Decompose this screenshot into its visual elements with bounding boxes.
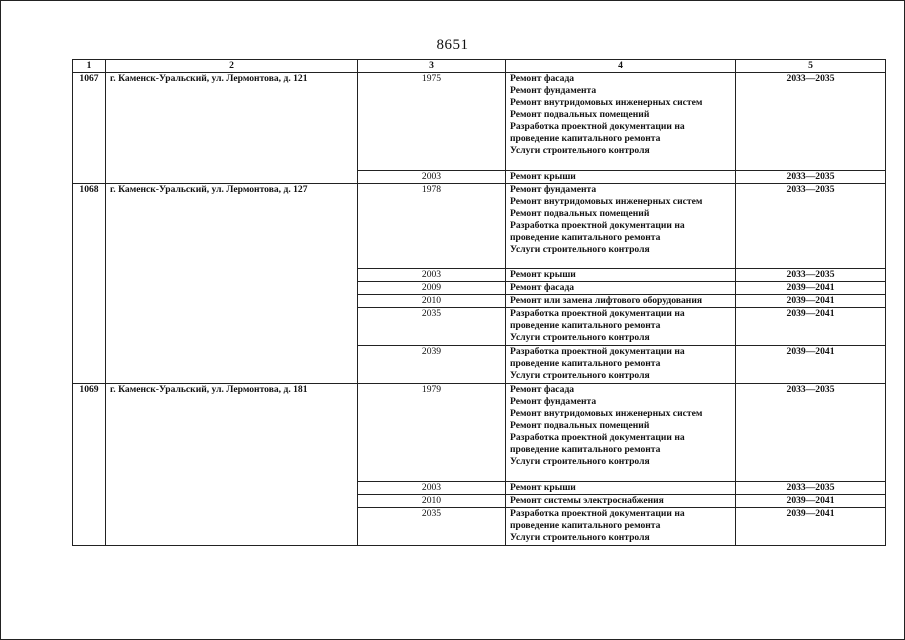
- work-item: Ремонт крыши: [510, 482, 576, 493]
- period-cell: 2039—2041: [736, 495, 886, 508]
- object-address: г. Каменск-Уральский, ул. Лермонтова, д. 181: [106, 384, 358, 546]
- work-item: Услуги строительного контроля: [510, 532, 650, 543]
- period-cell: 2039—2041: [736, 346, 886, 384]
- work-item: проведение капитального ремонта: [510, 358, 661, 369]
- work-item: Ремонт подвальных помещений: [510, 109, 650, 120]
- period-cell: 2033—2035: [736, 482, 886, 495]
- year-cell: 2035: [358, 308, 506, 346]
- works-cell: [506, 295, 736, 308]
- object-number: 1067: [73, 73, 106, 184]
- work-item: Ремонт подвальных помещений: [510, 420, 650, 431]
- year-cell: 1975: [358, 73, 506, 171]
- period-cell: 2033—2035: [736, 184, 886, 269]
- work-item: Разработка проектной документации на: [510, 508, 685, 519]
- column-header-2: 2: [106, 60, 358, 73]
- work-item: проведение капитального ремонта: [510, 320, 661, 331]
- work-item: Ремонт фундамента: [510, 396, 597, 407]
- object-address: г. Каменск-Уральский, ул. Лермонтова, д. 127: [106, 184, 358, 384]
- period-cell: 2033—2035: [736, 73, 886, 171]
- work-item: Разработка проектной документации на: [510, 308, 685, 319]
- work-item: Услуги строительного контроля: [510, 456, 650, 467]
- work-item: Разработка проектной документации на: [510, 220, 685, 231]
- work-item: Ремонт фасада: [510, 282, 575, 293]
- work-item: Услуги строительного контроля: [510, 332, 650, 343]
- period-cell: 2033—2035: [736, 171, 886, 184]
- year-cell: 2003: [358, 171, 506, 184]
- table-header: [73, 60, 886, 73]
- year-cell: 2035: [358, 508, 506, 546]
- object-address: г. Каменск-Уральский, ул. Лермонтова, д. 121: [106, 73, 358, 184]
- work-item: Ремонт фундамента: [510, 184, 597, 195]
- period-cell: 2039—2041: [736, 282, 886, 295]
- year-cell: 1979: [358, 384, 506, 482]
- work-item: Ремонт фундамента: [510, 85, 597, 96]
- table-body: [73, 73, 886, 546]
- work-item: проведение капитального ремонта: [510, 444, 661, 455]
- work-item: Услуги строительного контроля: [510, 370, 650, 381]
- year-cell: 1978: [358, 184, 506, 269]
- works-cell: [506, 73, 736, 171]
- column-header-1: 1: [73, 60, 106, 73]
- work-item: проведение капитального ремонта: [510, 520, 661, 531]
- works-cell: [506, 269, 736, 282]
- table-row: [73, 73, 886, 171]
- works-cell: [506, 346, 736, 384]
- period-cell: 2039—2041: [736, 308, 886, 346]
- work-item: Ремонт крыши: [510, 171, 576, 182]
- period-cell: 2039—2041: [736, 295, 886, 308]
- works-cell: [506, 495, 736, 508]
- period-cell: 2039—2041: [736, 508, 886, 546]
- work-item: Ремонт внутридомовых инженерных систем: [510, 97, 703, 108]
- table-row: [73, 184, 886, 269]
- header-row: [73, 60, 886, 73]
- work-item: Ремонт внутридомовых инженерных систем: [510, 408, 703, 419]
- work-item: Разработка проектной документации на: [510, 346, 685, 357]
- table-row: [73, 384, 886, 482]
- column-header-3: 3: [358, 60, 506, 73]
- works-cell: [506, 282, 736, 295]
- work-item: Разработка проектной документации на: [510, 121, 685, 132]
- column-header-4: 4: [506, 60, 736, 73]
- object-number: 1068: [73, 184, 106, 384]
- works-cell: [506, 508, 736, 546]
- works-cell: [506, 384, 736, 482]
- repair-schedule-table: [72, 59, 886, 546]
- work-item: Услуги строительного контроля: [510, 244, 650, 255]
- work-item: проведение капитального ремонта: [510, 232, 661, 243]
- object-number: 1069: [73, 384, 106, 546]
- work-item: Ремонт фасада: [510, 384, 575, 395]
- column-header-5: 5: [736, 60, 886, 73]
- year-cell: 2039: [358, 346, 506, 384]
- works-cell: [506, 308, 736, 346]
- work-item: Разработка проектной документации на: [510, 432, 685, 443]
- period-cell: 2033—2035: [736, 384, 886, 482]
- page-number: 8651: [436, 37, 469, 53]
- year-cell: 2003: [358, 269, 506, 282]
- work-item: Ремонт внутридомовых инженерных систем: [510, 196, 703, 207]
- work-item: Ремонт фасада: [510, 73, 575, 84]
- year-cell: 2009: [358, 282, 506, 295]
- year-cell: 2010: [358, 295, 506, 308]
- year-cell: 2003: [358, 482, 506, 495]
- work-item: Услуги строительного контроля: [510, 145, 650, 156]
- works-cell: [506, 482, 736, 495]
- works-cell: [506, 184, 736, 269]
- work-item: проведение капитального ремонта: [510, 133, 661, 144]
- work-item: Ремонт или замена лифтового оборудования: [510, 295, 703, 306]
- year-cell: 2010: [358, 495, 506, 508]
- work-item: Ремонт подвальных помещений: [510, 208, 650, 219]
- period-cell: 2033—2035: [736, 269, 886, 282]
- work-item: Ремонт крыши: [510, 269, 576, 280]
- work-item: Ремонт системы электроснабжения: [510, 495, 664, 506]
- works-cell: [506, 171, 736, 184]
